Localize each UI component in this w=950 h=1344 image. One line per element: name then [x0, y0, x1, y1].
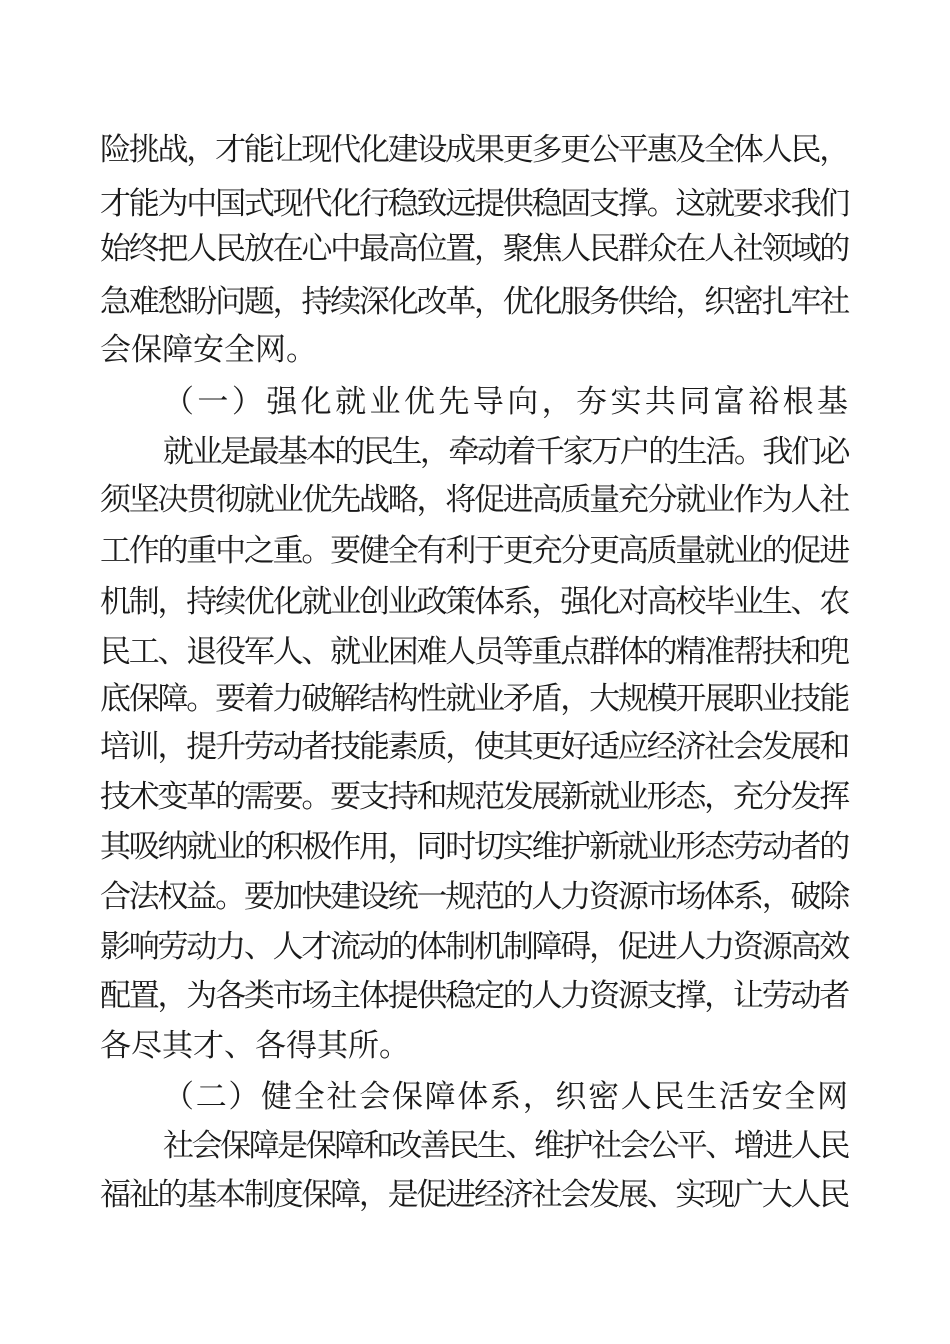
text-line: 工作的重中之重。要健全有利于更充分更高质量就业的促进: [100, 533, 848, 569]
text-line: 就业是最基本的民生，牵动着千家万户的生活。我们必: [163, 434, 848, 470]
text-line: 机制，持续优化就业创业政策体系，强化对高校毕业生、农: [100, 584, 848, 620]
text-line: 急难愁盼问题，持续深化改革，优化服务供给，织密扎牢社: [100, 284, 848, 320]
text-line: 始终把人民放在心中最高位置，聚焦人民群众在人社领域的: [100, 231, 848, 267]
text-line: 配置，为各类市场主体提供稳定的人力资源支撑，让劳动者: [100, 978, 848, 1014]
text-line: 须坚决贯彻就业优先战略，将促进高质量充分就业作为人社: [100, 482, 848, 518]
text-line: 培训，提升劳动者技能素质，使其更好适应经济社会发展和: [100, 729, 848, 765]
text-line: 民工、退役军人、就业困难人员等重点群体的精准帮扶和兜: [100, 634, 848, 670]
text-line: 其吸纳就业的积极作用，同时切实维护新就业形态劳动者的: [100, 829, 848, 865]
text-line: 影响劳动力、人才流动的体制机制障碍，促进人力资源高效: [100, 929, 848, 965]
text-line: 才能为中国式现代化行稳致远提供稳固支撑。这就要求我们: [100, 186, 848, 222]
text-line: 各尽其才、各得其所。: [100, 1028, 410, 1064]
text-line: 福祉的基本制度保障，是促进经济社会发展、实现广大人民: [100, 1177, 848, 1213]
text-line: 技术变革的需要。要支持和规范发展新就业形态，充分发挥: [100, 779, 848, 815]
section-heading: （二）健全社会保障体系，织密人民生活安全网: [163, 1079, 850, 1115]
text-line: 合法权益。要加快建设统一规范的人力资源市场体系，破除: [100, 879, 848, 915]
text-line: 底保障。要着力破解结构性就业矛盾，大规模开展职业技能: [100, 681, 848, 717]
text-line: 险挑战，才能让现代化建设成果更多更公平惠及全体人民，: [100, 132, 848, 168]
text-line: 会保障安全网。: [100, 332, 317, 368]
section-heading: （一）强化就业优先导向，夯实共同富裕根基: [163, 384, 852, 420]
text-line: 社会保障是保障和改善民生、维护社会公平、增进人民: [163, 1128, 848, 1164]
